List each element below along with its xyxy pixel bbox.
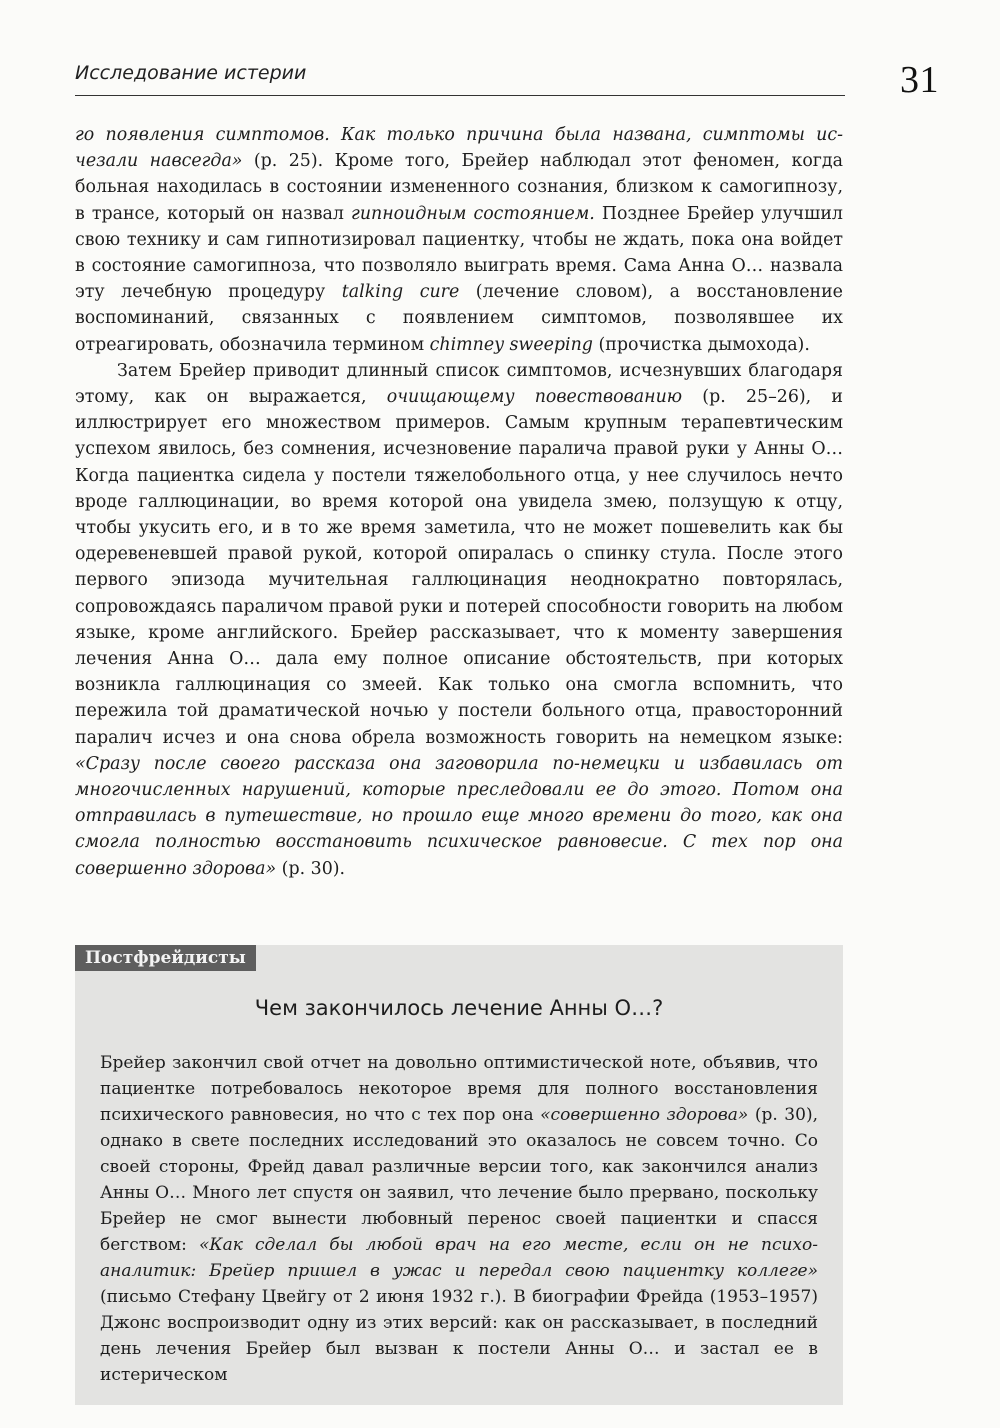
sidebar-text <box>100 1050 818 1388</box>
term-talking-cure: talking cure <box>341 282 460 303</box>
term-cleansing-narrative: очищающему повествованию <box>386 387 683 408</box>
sidebar-title: Чем закончилось лечение Анны О…? <box>254 996 664 1020</box>
header-rule <box>75 95 845 96</box>
text-run: Затем Брейер приводит длинный список симптомов, исчезнувших благодаря этому, как он выражается, <box>75 360 843 408</box>
text-run: Брейер закончил свой отчет на довольно оптимистической ноте, объявив, что пациентке потребовалось некоторое время для полного восстановления психического равновесия, но что с тех пор она <box>100 1053 818 1125</box>
quote-fragment: го появления симптомов. Как только причина была названа, симптомы исчезали навсегда» <box>75 125 843 172</box>
sidebar-tag: Постфрейдисты <box>75 945 256 971</box>
sidebar-paragraph <box>100 1050 818 1388</box>
text-run: (р. 25–26), и иллюстрирует его множеством примеров. Самым крупным терапевтическим успехом явилось, без сомнения, исчезновение паралича правой руки у Анны О… Когда пациентка сидела у постели тяжелобольного отца, у нее случилось нечто вроде галлюцинации, во время которой она увидела змею, ползущую к отцу, чтобы укусить его, и в то же время заметила, что не может пошевелить как бы одеревеневшей правой рукой, которой опиралась о спинку стула. После этого первого эпизода мучительная галлюцинация неоднократно повторялась, сопровождаясь параличом правой руки и потерей способности говорить на любом языке, кроме английского. Брейер рассказывает, что к моменту завершения лечения Анна О… дала ему полное описание обстоятельств, при которых возникла галлюцинация со змеей. Как только она смогла вспомнить, что пережила той драматической ночью у постели больного отца, правосторонний паралич исчез и она снова обрела возможность говорить на немецком языке: <box>75 387 843 748</box>
text-run: (р. 30), однако в свете последних исследований это оказалось не совсем точно. Со своей стороны, Фрейд давал различные версии того, как закончился анализ Анны О… Много лет спустя он заявил, что лечение было прервано, поскольку Брейер не смог вынести любовный перенос своей пациентки и спасся бегством: <box>100 1105 818 1255</box>
text-run: Позднее Брейер улучшил свою технику и сам гипнотизировал пациентку, чтобы не ждать, пока она войдет в состояние самогипноза, что позволяло выиграть время. Сама Анна О… назвала эту лечебную процедуру <box>75 203 843 303</box>
text-run: (письмо Стефану Цвейгу от 2 июня 1932 г.). В биографии Фрейда (1953–1957) Джонс воспроизводит одну из этих версий: как он рассказывает, в последний день лечения Брейер был вызван к постели Анны О… и застал ее в истерическом <box>100 1287 818 1385</box>
term-hypnoid-state: гипноидным состоянием. <box>351 203 595 224</box>
page-number: 31 <box>900 59 939 101</box>
quote-freud-letter: «Как сделал бы любой врач на его месте, если он не психоаналитик: Брейер пришел в ужас и передал свою пациентку коллеге» <box>100 1235 818 1281</box>
quote-completely-healthy: «совершенно здорова» <box>540 1105 749 1125</box>
text-run: (р. 30). <box>276 858 346 879</box>
paragraph-2 <box>75 358 843 882</box>
term-chimney-sweeping: chimney sweeping <box>429 334 593 355</box>
text-run: (прочистка дымохода). <box>592 334 810 355</box>
running-title: Исследование истерии <box>75 62 307 84</box>
text-run: (лечение словом), а восстановление воспоминаний, связанных с появлением симптомов, позволявшее их отреагировать, обозначила термином <box>75 282 843 355</box>
paragraph-1 <box>75 122 843 358</box>
main-text <box>75 122 843 882</box>
text-run: (р. 25). Кроме того, Брейер наблюдал этот феномен, когда больная находилась в состоянии измененного сознания, близком к самогипнозу, в трансе, который он назвал <box>75 151 843 224</box>
quote-breuer: «Сразу после своего рассказа она заговорила по-немецки и избавилась от многочисленных нарушений, которые преследовали ее до этого. Потом она отправилась в путешествие, но прошло еще много времени до того, как она смогла полностью восстановить психическое равновесие. С тех пор она совершенно здорова» <box>75 753 843 879</box>
